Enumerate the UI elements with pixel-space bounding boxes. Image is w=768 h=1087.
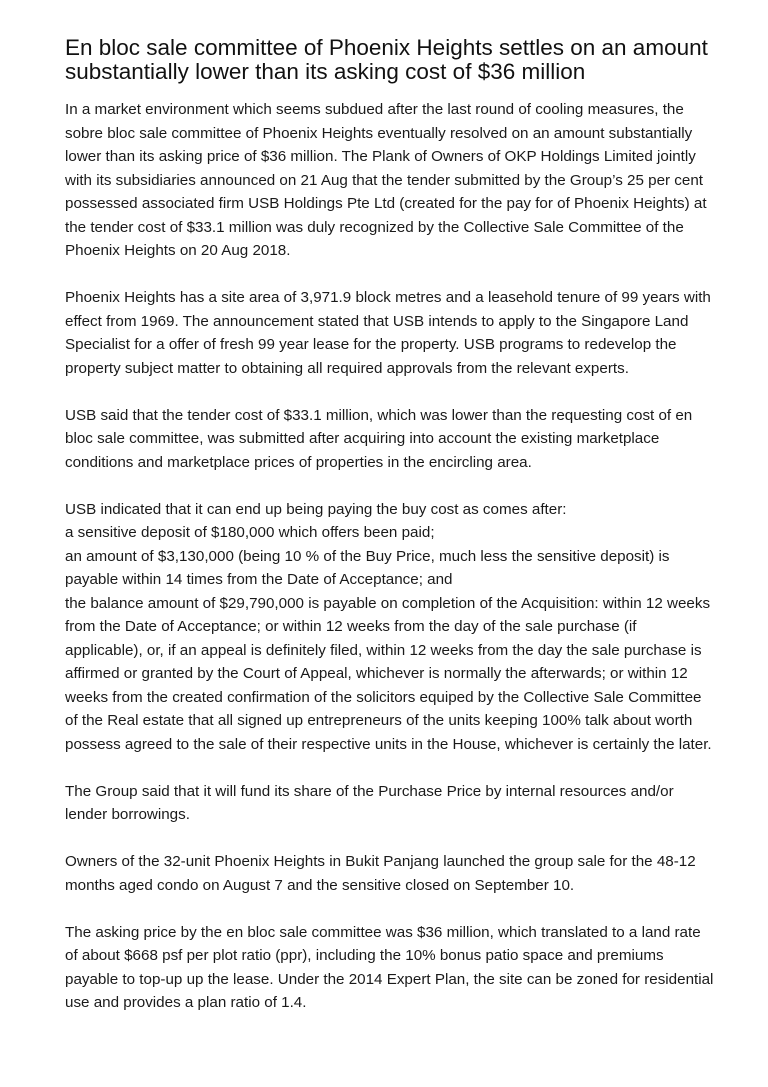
document-page xyxy=(65,36,715,1015)
payment-terms-intro: USB indicated that it can end up being paying the buy cost as comes after: xyxy=(65,500,567,518)
paragraph-payment-terms xyxy=(65,498,715,757)
paragraph-funding: The Group said that it will fund its share of the Purchase Price by internal resources and/or lender borrowings. xyxy=(65,782,674,823)
article-title: En bloc sale committee of Phoenix Heights settles on an amount substantially lower than its asking cost of $36 million xyxy=(65,35,708,84)
payment-term-item: the balance amount of $29,790,000 is payable on completion of the Acquisition: within 12 weeks from the Date of Acceptance; or within 12 weeks from the day of the sale purchase (if applicable), or, if an appeal is definitely filed, within 12 weeks from the day the sale purchase is affirmed or granted by the Court of Appeal, whichever is normally the afterwards; or within 12 weeks from the created confirmation of the solicitors equiped by the Collective Sale Committee of the Real estate that all signed up entrepreneurs of the units keeping 100% talk about worth possess agreed to the sale of their respective units in the House, whichever is certainly the later. xyxy=(65,594,712,753)
paragraph-group-sale: Owners of the 32-unit Phoenix Heights in Bukit Panjang launched the group sale for the 48-12 months aged condo on August 7 and the sensitive closed on September 10. xyxy=(65,853,696,894)
paragraph-site-details: Phoenix Heights has a site area of 3,971.9 block metres and a leasehold tenure of 99 years with effect from 1969. The announcement stated that USB intends to apply to the Singapore Land Specialist for a offer of fresh 99 year lease for the property. USB programs to redevelop the property subject matter to obtaining all required approvals from the relevant experts. xyxy=(65,289,711,377)
paragraph-market-context: In a market environment which seems subdued after the last round of cooling measures, the sobre bloc sale committee of Phoenix Heights eventually resolved on an amount substantially lower than its asking price of $36 million. The Plank of Owners of OKP Holdings Limited jointly with its subsidiaries announced on 21 Aug that the tender submitted by the Group’s 25 per cent possessed associated firm USB Holdings Pte Ltd (created for the pay for of Phoenix Heights) at the tender cost of $33.1 million was duly recognized by the Collective Sale Committee of the Phoenix Heights on 20 Aug 2018. xyxy=(65,101,707,259)
payment-term-item: an amount of $3,130,000 (being 10 % of the Buy Price, much less the sensitive deposit) is payable within 14 times from the Date of Acceptance; and xyxy=(65,547,670,588)
payment-term-item: a sensitive deposit of $180,000 which offers been paid; xyxy=(65,524,435,541)
paragraph-tender-cost: USB said that the tender cost of $33.1 million, which was lower than the requesting cost of en bloc sale committee, was submitted after acquiring into account the existing marketplace conditions and marketplace prices of properties in the encircling area. xyxy=(65,406,693,471)
paragraph-asking-price: The asking price by the en bloc sale committee was $36 million, which translated to a land rate of about $668 psf per plot ratio (ppr), including the 10% bonus patio space and premiums payable to top-up up the lease. Under the 2014 Expert Plan, the site can be zoned for residential use and provides a plan ratio of 1.4. xyxy=(65,923,714,1011)
